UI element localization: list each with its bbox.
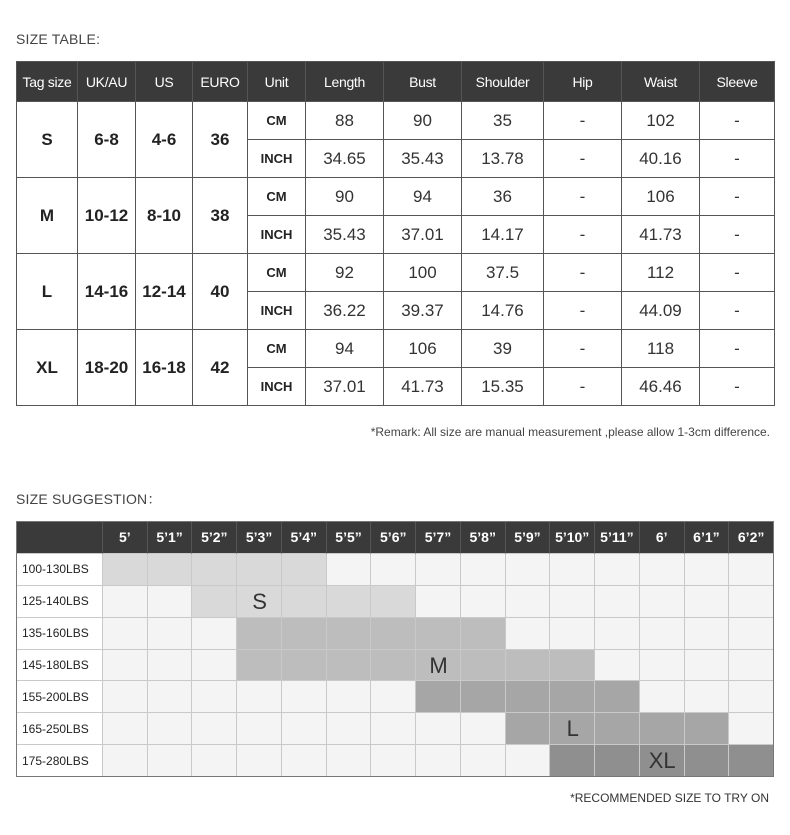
- empty-cell: [506, 586, 551, 618]
- empty-cell: [192, 745, 237, 777]
- empty-cell: [148, 618, 193, 650]
- empty-cell: [371, 713, 416, 745]
- sleeve-cell: -: [700, 216, 775, 254]
- empty-cell: [282, 745, 327, 777]
- table-row: [17, 102, 775, 140]
- empty-cell: [729, 554, 774, 586]
- tag-size-cell: S: [17, 102, 78, 178]
- empty-cell: [595, 618, 640, 650]
- empty-cell: [685, 681, 730, 713]
- empty-cell: [192, 713, 237, 745]
- empty-cell: [685, 618, 730, 650]
- empty-cell: [282, 713, 327, 745]
- zone-cell-l: [461, 681, 506, 713]
- bust-cell: 37.01: [384, 216, 462, 254]
- empty-cell: [327, 713, 372, 745]
- column-header: Waist: [622, 62, 700, 102]
- tag-size-cell: M: [17, 178, 78, 254]
- empty-cell: [550, 618, 595, 650]
- zone-cell-xl: [595, 745, 640, 777]
- tag-size-cell: XL: [17, 330, 78, 406]
- zone-cell-m: [550, 650, 595, 682]
- waist-cell: 112: [622, 254, 700, 292]
- ukau-cell: 18-20: [78, 330, 136, 406]
- length-cell: 37.01: [306, 368, 384, 406]
- zone-cell-m: [371, 650, 416, 682]
- bust-cell: 106: [384, 330, 462, 368]
- size-table: [16, 61, 775, 406]
- empty-cell: [371, 554, 416, 586]
- length-cell: 88: [306, 102, 384, 140]
- zone-cell-m: [282, 650, 327, 682]
- hip-cell: -: [544, 102, 622, 140]
- empty-cell: [640, 554, 685, 586]
- zone-cell-l: [506, 713, 551, 745]
- empty-cell: [729, 586, 774, 618]
- empty-cell: [729, 681, 774, 713]
- zone-cell-m: [506, 650, 551, 682]
- empty-cell: [416, 586, 461, 618]
- waist-cell: 106: [622, 178, 700, 216]
- unit-cell: INCH: [248, 140, 306, 178]
- waist-cell: 118: [622, 330, 700, 368]
- table-row: [17, 254, 775, 292]
- ukau-cell: 10-12: [78, 178, 136, 254]
- length-cell: 90: [306, 178, 384, 216]
- bust-cell: 41.73: [384, 368, 462, 406]
- weight-label: 100-130LBS: [16, 554, 103, 586]
- tag-size-cell: L: [17, 254, 78, 330]
- weight-label: 165-250LBS: [16, 713, 103, 745]
- hip-cell: -: [544, 254, 622, 292]
- unit-cell: CM: [248, 254, 306, 292]
- us-cell: 16-18: [136, 330, 193, 406]
- unit-cell: INCH: [248, 216, 306, 254]
- zone-cell-s: [371, 586, 416, 618]
- zone-cell-m: [371, 618, 416, 650]
- zone-cell-l: [595, 713, 640, 745]
- sleeve-cell: -: [700, 368, 775, 406]
- unit-cell: INCH: [248, 368, 306, 406]
- empty-cell: [685, 586, 730, 618]
- waist-cell: 40.16: [622, 140, 700, 178]
- column-header: Sleeve: [700, 62, 775, 102]
- empty-cell: [416, 713, 461, 745]
- sleeve-cell: -: [700, 292, 775, 330]
- zone-cell-l: [640, 713, 685, 745]
- shoulder-cell: 13.78: [462, 140, 544, 178]
- unit-cell: CM: [248, 178, 306, 216]
- sleeve-cell: -: [700, 140, 775, 178]
- waist-cell: 41.73: [622, 216, 700, 254]
- sleeve-cell: -: [700, 102, 775, 140]
- zone-cell-s: [192, 586, 237, 618]
- zone-cell-s: [103, 554, 148, 586]
- column-header: Length: [306, 62, 384, 102]
- zone-cell-xl: [550, 745, 595, 777]
- shoulder-cell: 36: [462, 178, 544, 216]
- empty-cell: [103, 586, 148, 618]
- height-header: 5’1”: [148, 521, 193, 554]
- us-cell: 12-14: [136, 254, 193, 330]
- column-header: Bust: [384, 62, 462, 102]
- zone-cell-l: [416, 681, 461, 713]
- empty-cell: [550, 554, 595, 586]
- empty-cell: [192, 681, 237, 713]
- size-suggestion-grid: [16, 521, 774, 777]
- empty-cell: [416, 745, 461, 777]
- zone-cell-m: [327, 650, 372, 682]
- empty-cell: [595, 554, 640, 586]
- zone-cell-xl: [685, 745, 730, 777]
- empty-cell: [192, 650, 237, 682]
- sleeve-cell: -: [700, 178, 775, 216]
- length-cell: 94: [306, 330, 384, 368]
- empty-cell: [103, 713, 148, 745]
- empty-cell: [237, 681, 282, 713]
- height-header: 5’6”: [371, 521, 416, 554]
- shoulder-cell: 15.35: [462, 368, 544, 406]
- empty-cell: [148, 586, 193, 618]
- euro-cell: 42: [193, 330, 248, 406]
- shoulder-cell: 14.76: [462, 292, 544, 330]
- height-header: 6’1”: [685, 521, 730, 554]
- empty-cell: [461, 745, 506, 777]
- hip-cell: -: [544, 216, 622, 254]
- empty-cell: [237, 745, 282, 777]
- empty-cell: [371, 745, 416, 777]
- bust-cell: 39.37: [384, 292, 462, 330]
- empty-cell: [550, 586, 595, 618]
- hip-cell: -: [544, 140, 622, 178]
- empty-cell: [103, 618, 148, 650]
- waist-cell: 102: [622, 102, 700, 140]
- empty-cell: [595, 586, 640, 618]
- ukau-cell: 14-16: [78, 254, 136, 330]
- empty-cell: [327, 745, 372, 777]
- empty-cell: [506, 618, 551, 650]
- column-header: EURO: [193, 62, 248, 102]
- euro-cell: 38: [193, 178, 248, 254]
- zone-cell-m: [237, 618, 282, 650]
- column-header: UK/AU: [78, 62, 136, 102]
- zone-cell-m: [416, 618, 461, 650]
- bust-cell: 90: [384, 102, 462, 140]
- column-header: Hip: [544, 62, 622, 102]
- height-header: 6’: [640, 521, 685, 554]
- euro-cell: 36: [193, 102, 248, 178]
- weight-label: 125-140LBS: [16, 586, 103, 618]
- empty-cell: [461, 554, 506, 586]
- zone-label-s: S: [252, 588, 267, 614]
- zone-cell-l: [685, 713, 730, 745]
- zone-cell-m: [282, 618, 327, 650]
- bust-cell: 35.43: [384, 140, 462, 178]
- empty-cell: [506, 554, 551, 586]
- empty-cell: [685, 554, 730, 586]
- empty-cell: [148, 745, 193, 777]
- table-row: [17, 178, 775, 216]
- empty-cell: [103, 650, 148, 682]
- length-cell: 35.43: [306, 216, 384, 254]
- length-cell: 34.65: [306, 140, 384, 178]
- unit-cell: INCH: [248, 292, 306, 330]
- zone-cell-m: [461, 618, 506, 650]
- zone-cell-s: [237, 554, 282, 586]
- empty-cell: [327, 681, 372, 713]
- us-cell: 4-6: [136, 102, 193, 178]
- sleeve-cell: -: [700, 330, 775, 368]
- empty-cell: [103, 745, 148, 777]
- height-header: 5’3”: [237, 521, 282, 554]
- hip-cell: -: [544, 330, 622, 368]
- zone-cell-s: [192, 554, 237, 586]
- zone-cell-m: [237, 650, 282, 682]
- unit-cell: CM: [248, 102, 306, 140]
- bust-cell: 100: [384, 254, 462, 292]
- zone-cell-s: [282, 586, 327, 618]
- table-row: [17, 330, 775, 368]
- empty-cell: [640, 586, 685, 618]
- empty-cell: [148, 713, 193, 745]
- empty-cell: [640, 618, 685, 650]
- waist-cell: 46.46: [622, 368, 700, 406]
- zone-cell-m: [461, 650, 506, 682]
- empty-cell: [461, 713, 506, 745]
- height-header: 5’5”: [327, 521, 372, 554]
- size-suggestion-title: SIZE SUGGESTION：: [16, 491, 162, 507]
- waist-cell: 44.09: [622, 292, 700, 330]
- weight-label: 135-160LBS: [16, 618, 103, 650]
- length-cell: 92: [306, 254, 384, 292]
- empty-cell: [461, 586, 506, 618]
- zone-label-xl: XL: [648, 748, 676, 774]
- height-header: 5’8”: [461, 521, 506, 554]
- euro-cell: 40: [193, 254, 248, 330]
- column-header: Shoulder: [462, 62, 544, 102]
- empty-cell: [192, 618, 237, 650]
- height-header: 5’2”: [192, 521, 237, 554]
- empty-cell: [371, 681, 416, 713]
- us-cell: 8-10: [136, 178, 193, 254]
- empty-cell: [685, 650, 730, 682]
- height-header: 5’: [103, 521, 148, 554]
- empty-cell: [103, 681, 148, 713]
- zone-cell-m: [327, 618, 372, 650]
- zone-cell-s: [282, 554, 327, 586]
- empty-cell: [327, 554, 372, 586]
- shoulder-cell: 14.17: [462, 216, 544, 254]
- column-header: Unit: [248, 62, 306, 102]
- grid-corner: [16, 521, 103, 554]
- empty-cell: [148, 650, 193, 682]
- weight-label: 145-180LBS: [16, 650, 103, 682]
- zone-label-l: L: [566, 716, 579, 742]
- empty-cell: [729, 650, 774, 682]
- hip-cell: -: [544, 178, 622, 216]
- zone-cell-s: [148, 554, 193, 586]
- height-header: 6’2”: [729, 521, 774, 554]
- size-table-header: [17, 62, 775, 102]
- empty-cell: [729, 713, 774, 745]
- ukau-cell: 6-8: [78, 102, 136, 178]
- sleeve-cell: -: [700, 254, 775, 292]
- height-header: 5’4”: [282, 521, 327, 554]
- empty-cell: [416, 554, 461, 586]
- zone-cell-s: [327, 586, 372, 618]
- shoulder-cell: 37.5: [462, 254, 544, 292]
- shoulder-cell: 35: [462, 102, 544, 140]
- column-header: Tag size: [17, 62, 78, 102]
- bust-cell: 94: [384, 178, 462, 216]
- height-header: 5’7”: [416, 521, 461, 554]
- empty-cell: [595, 650, 640, 682]
- empty-cell: [282, 681, 327, 713]
- empty-cell: [506, 745, 551, 777]
- hip-cell: -: [544, 292, 622, 330]
- weight-label: 155-200LBS: [16, 681, 103, 713]
- empty-cell: [729, 618, 774, 650]
- column-header: US: [136, 62, 193, 102]
- length-cell: 36.22: [306, 292, 384, 330]
- empty-cell: [640, 650, 685, 682]
- empty-cell: [640, 681, 685, 713]
- weight-label: 175-280LBS: [16, 745, 103, 777]
- zone-cell-l: [550, 681, 595, 713]
- height-header: 5’11”: [595, 521, 640, 554]
- height-header: 5’9”: [506, 521, 551, 554]
- remark-note: *Remark: All size are manual measurement ,please allow 1-3cm difference.: [370, 425, 770, 439]
- hip-cell: -: [544, 368, 622, 406]
- zone-cell-l: [506, 681, 551, 713]
- height-header: 5’10”: [550, 521, 595, 554]
- empty-cell: [237, 713, 282, 745]
- unit-cell: CM: [248, 330, 306, 368]
- empty-cell: [148, 681, 193, 713]
- zone-label-m: M: [429, 652, 448, 678]
- size-table-title: SIZE TABLE:: [16, 31, 101, 47]
- zone-cell-xl: [729, 745, 774, 777]
- shoulder-cell: 39: [462, 330, 544, 368]
- recommended-footnote: *RECOMMENDED SIZE TO TRY ON: [570, 791, 769, 805]
- zone-cell-l: [595, 681, 640, 713]
